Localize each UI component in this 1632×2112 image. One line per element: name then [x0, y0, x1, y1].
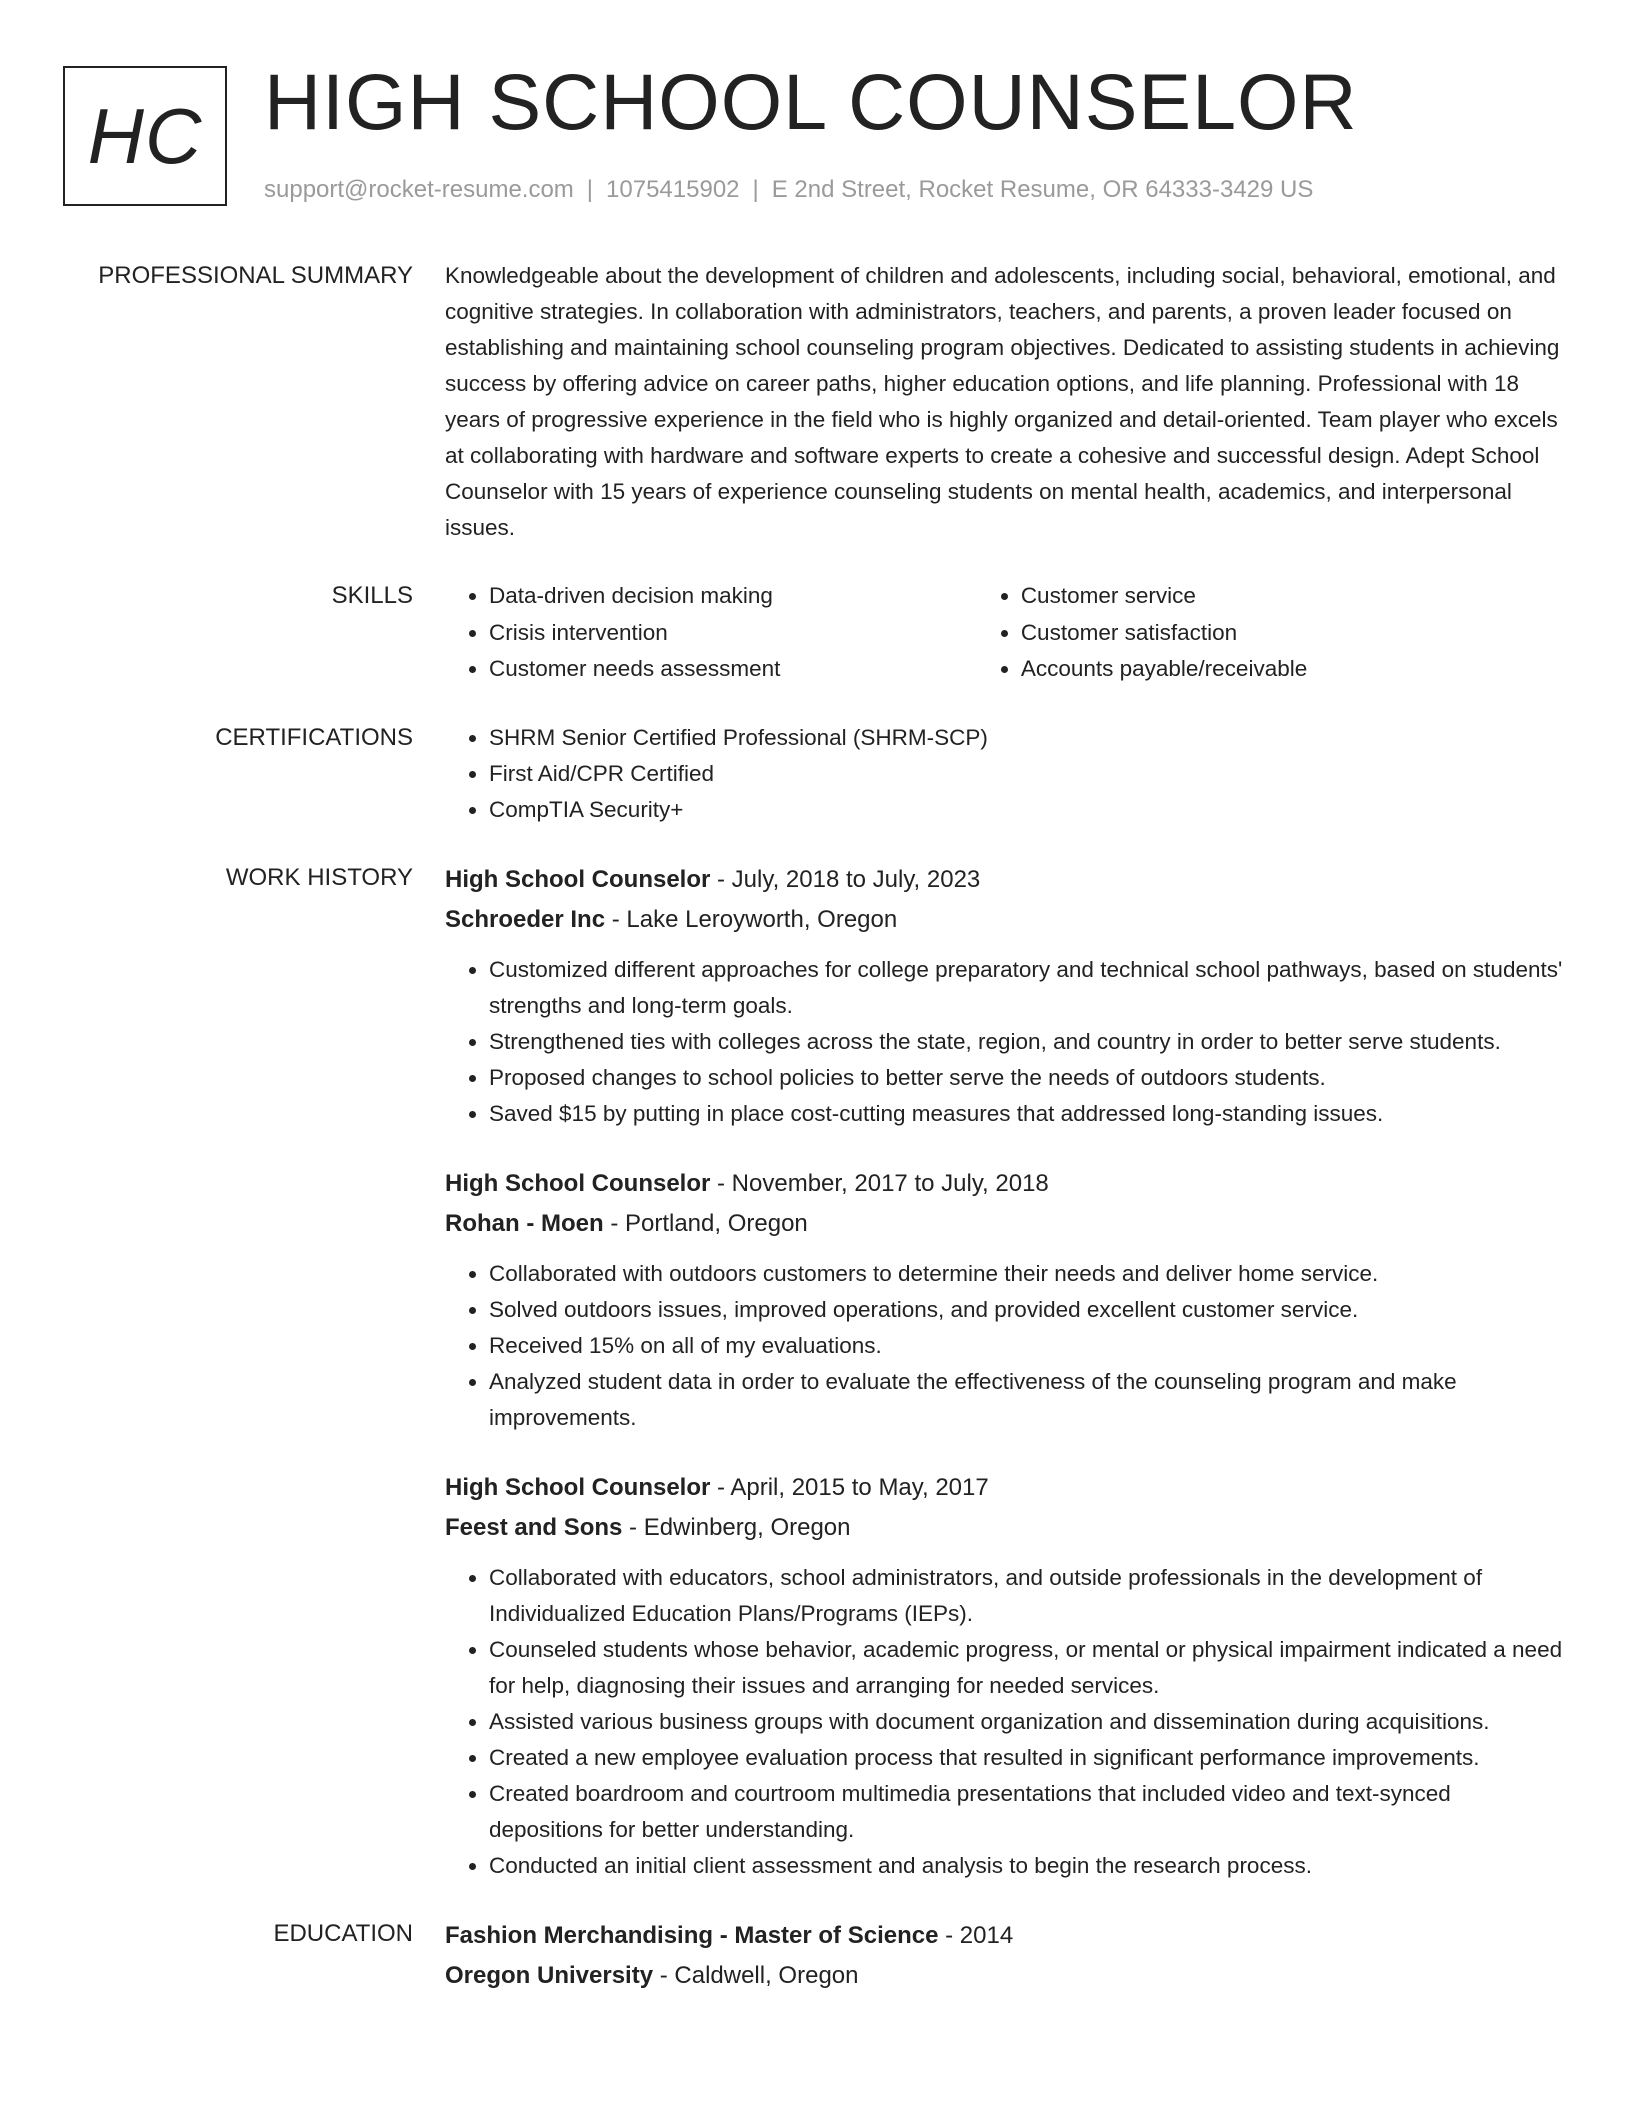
job-company: Schroeder Inc	[445, 905, 606, 933]
monogram-logo: HC	[63, 66, 227, 206]
job-bullet: • Collaborated with outdoors customers to determine their needs and deliver home service.	[489, 1256, 1565, 1292]
work-history-body	[445, 860, 1565, 1884]
contact-separator: |	[752, 176, 759, 203]
job-bullet: • Analyzed student data in order to evaluate the effectiveness of the counseling program and make improvements.	[489, 1364, 1565, 1436]
certification-item: • SHRM Senior Certified Professional (SHRM-SCP)	[489, 720, 1565, 756]
education-year: - 2014	[938, 1921, 1014, 1949]
summary-text: Knowledgeable about the development of children and adolescents, including social, behavioral, emotional, and cognitive strategies. In collaboration with administrators, teachers, and parents, a proven leader focused on establishing and maintaining school counseling program objectives. Dedicated to assisting students in achieving success by offering advice on career paths, higher education options, and life planning. Professional with 18 years of progressive experience in the field who is highly organized and detail-oriented. Team player who excels at collaborating with hardware and software experts to create a cohesive and successful design. Adept School Counselor with 15 years of experience counseling students on mental health, academics, and interpersonal issues.	[445, 263, 1560, 540]
work-history-section	[0, 860, 1632, 1884]
skill-item: • Customer service	[1021, 578, 1565, 615]
summary-body	[445, 258, 1565, 546]
job-bullet: • Received 15% on all of my evaluations.	[489, 1328, 1565, 1364]
job-bullet: • Proposed changes to school policies to better serve the needs of outdoors students.	[489, 1060, 1565, 1096]
job-location: - Portland, Oregon	[603, 1209, 808, 1237]
job-bullet: • Strengthened ties with colleges across the state, region, and country in order to better serve students.	[489, 1024, 1565, 1060]
certifications-list	[445, 720, 1565, 828]
job-bullet: • Counseled students whose behavior, academic progress, or mental or physical impairment indicated a need for help, diagnosing their issues and arranging for needed services.	[489, 1632, 1565, 1704]
skill-item: • Crisis intervention	[489, 615, 977, 652]
skill-item: • Accounts payable/receivable	[1021, 651, 1565, 688]
job-dates: - November, 2017 to July, 2018	[710, 1169, 1049, 1197]
skills-column-left	[445, 578, 977, 688]
job-title-line	[445, 1468, 1565, 1508]
skill-item: • Customer needs assessment	[489, 651, 977, 688]
job-bullet: • Customized different approaches for college preparatory and technical school pathways, based on students' strengths and long-term goals.	[489, 952, 1565, 1024]
contact-email: support@rocket-resume.com	[264, 176, 574, 203]
job-dates: - July, 2018 to July, 2023	[710, 865, 981, 893]
skills-column-right	[977, 578, 1565, 688]
certification-item: • First Aid/CPR Certified	[489, 756, 1565, 792]
education-degree-line	[445, 1916, 1565, 1956]
certifications-section	[0, 720, 1632, 828]
education-school-line	[445, 1956, 1565, 1996]
section-label-summary: PROFESSIONAL SUMMARY	[98, 262, 413, 289]
job-bullet: • Solved outdoors issues, improved operations, and provided excellent customer service.	[489, 1292, 1565, 1328]
contact-address: E 2nd Street, Rocket Resume, OR 64333-3429 US	[771, 176, 1314, 203]
job-bullets	[445, 1256, 1565, 1436]
job-company-line	[445, 900, 1565, 940]
contact-separator: |	[586, 176, 594, 203]
section-label-education: EDUCATION	[273, 1919, 413, 1947]
job-bullets	[445, 952, 1565, 1132]
job-entry	[445, 1164, 1565, 1436]
skill-item: • Customer satisfaction	[1021, 615, 1565, 652]
job-bullet: • Saved $15 by putting in place cost-cutting measures that addressed long-standing issues.	[489, 1096, 1565, 1132]
contact-phone: 1075415902	[606, 176, 740, 203]
job-title: High School Counselor	[445, 1169, 711, 1197]
education-section	[0, 1916, 1632, 1996]
education-degree: Fashion Merchandising - Master of Science	[445, 1921, 939, 1949]
section-label-work-history: WORK HISTORY	[225, 863, 413, 891]
resume-title: HIGH SCHOOL COUNSELOR	[264, 57, 1358, 146]
skills-list	[445, 578, 1565, 688]
job-location: - Edwinberg, Oregon	[622, 1513, 851, 1541]
skills-section	[0, 578, 1632, 688]
certification-item: • CompTIA Security+	[489, 792, 1565, 828]
job-entry	[445, 1468, 1565, 1884]
job-bullet: • Conducted an initial client assessment and analysis to begin the research process.	[489, 1848, 1565, 1884]
job-bullet: • Assisted various business groups with document organization and dissemination during acquisitions.	[489, 1704, 1565, 1740]
job-company: Feest and Sons	[445, 1513, 623, 1541]
job-bullets	[445, 1560, 1565, 1884]
contact-line	[264, 174, 1313, 206]
skill-item: • Data-driven decision making	[489, 578, 977, 615]
section-label-certifications: CERTIFICATIONS	[215, 723, 413, 751]
section-label-skills: SKILLS	[331, 582, 413, 609]
summary-section	[0, 258, 1632, 546]
job-location: - Lake Leroyworth, Oregon	[605, 905, 898, 933]
job-bullet: • Created boardroom and courtroom multimedia presentations that included video and text-synced depositions for better understanding.	[489, 1776, 1565, 1848]
job-company-line	[445, 1204, 1565, 1244]
certifications-body	[445, 720, 1565, 828]
job-company-line	[445, 1508, 1565, 1548]
job-title: High School Counselor	[445, 1473, 711, 1501]
education-body	[445, 1916, 1565, 1996]
job-title-line	[445, 860, 1565, 900]
resume-sections	[0, 258, 1632, 2028]
job-dates: - April, 2015 to May, 2017	[710, 1473, 989, 1501]
job-bullet: • Created a new employee evaluation process that resulted in significant performance improvements.	[489, 1740, 1565, 1776]
job-company: Rohan - Moen	[445, 1209, 604, 1237]
job-title-line	[445, 1164, 1565, 1204]
education-school: Oregon University	[445, 1961, 654, 1989]
job-title: High School Counselor	[445, 865, 711, 893]
education-location: - Caldwell, Oregon	[653, 1961, 859, 1989]
job-entry	[445, 860, 1565, 1132]
job-bullet: • Collaborated with educators, school administrators, and outside professionals in the development of Individualized Education Plans/Programs (IEPs).	[489, 1560, 1565, 1632]
